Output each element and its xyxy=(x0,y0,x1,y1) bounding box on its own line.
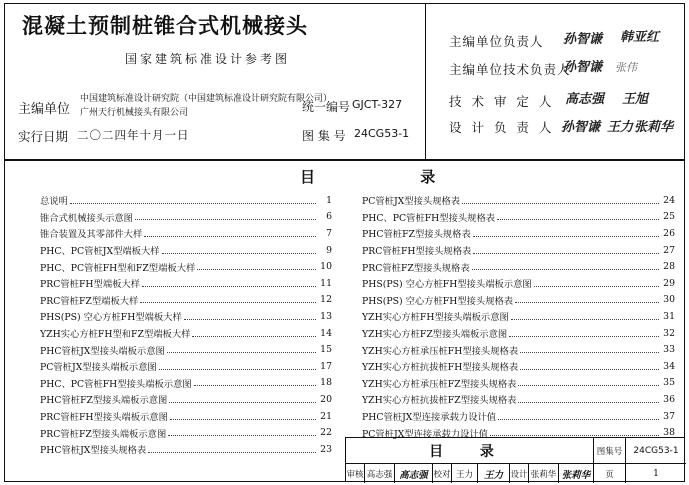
signature: 王旭 xyxy=(622,92,649,107)
toc-left-column xyxy=(40,192,332,458)
design-name: 张莉华 xyxy=(529,464,559,483)
signature: 孙智谦 xyxy=(561,120,601,135)
toc-leader-dots xyxy=(473,236,659,237)
toc-leader-dots xyxy=(518,385,659,386)
toc-leader-dots xyxy=(520,352,659,353)
toc-leader-dots xyxy=(170,419,316,420)
toc-entry-title: PHC、PC管桩JX型端板大样 xyxy=(40,246,160,258)
toc-leader-dots xyxy=(462,203,659,204)
toc-leader-dots xyxy=(473,253,659,254)
chief-unit-leader-label: 主编单位负责人 xyxy=(449,34,544,49)
toc-entry[interactable] xyxy=(362,209,675,226)
header-divider xyxy=(425,3,426,160)
toc-entry-title: YZH实心方桩抗拔桩FZ型接头规格表 xyxy=(362,395,517,407)
toc-entry-page: 25 xyxy=(663,211,675,223)
toc-entry-title: PRC管桩FH型接头端板示意图 xyxy=(40,412,168,424)
toc-entry[interactable] xyxy=(40,292,332,309)
toc-leader-dots xyxy=(184,319,316,320)
toc-entry-title: PC管桩JX型连接承载力设计值 xyxy=(362,428,488,440)
toc-entry[interactable] xyxy=(40,325,332,342)
toc-entry-title: PHC管桩JX型连接承载力设计值 xyxy=(362,412,497,424)
check-label: 校对 xyxy=(433,464,452,483)
toc-entry-title: PHS(PS) 空心方桩FH型接头规格表 xyxy=(362,295,514,307)
toc-leader-dots xyxy=(511,319,659,320)
toc-entry-page: 35 xyxy=(663,377,675,389)
toc-entry-page: 11 xyxy=(320,277,332,289)
toc-entry[interactable] xyxy=(362,292,675,309)
toc-leader-dots xyxy=(142,286,316,287)
toc-entry-title: YZH实心方桩承压桩FH型接头规格表 xyxy=(362,345,519,357)
toc-entry-title: PRC管桩FZ型端板大样 xyxy=(40,295,139,307)
toc-entry[interactable] xyxy=(40,358,332,375)
toc-entry-title: PHC管桩JX型接头规格表 xyxy=(40,445,147,457)
toc-entry-title: PHC、PC管桩FH型和FZ型端板大样 xyxy=(40,262,196,274)
toc-leader-dots xyxy=(534,286,659,287)
toc-entry-page: 15 xyxy=(320,344,332,356)
toc-entry-page: 9 xyxy=(326,244,332,256)
signature: 韩亚红 xyxy=(620,30,660,45)
toc-entry[interactable] xyxy=(362,192,675,209)
toc-entry-page: 38 xyxy=(663,427,675,439)
page-number: 1 xyxy=(652,468,660,479)
toc-entry-page: 31 xyxy=(663,310,675,322)
toc-entry[interactable] xyxy=(362,341,675,358)
toc-entry-title: PRC管桩FH型端板大样 xyxy=(40,279,141,291)
toc-leader-dots xyxy=(169,402,316,403)
signature: 王力 xyxy=(607,120,634,135)
toc-entry-title: YZH实心方桩FZ型接头端板示意图 xyxy=(362,329,508,341)
toc-leader-dots xyxy=(148,452,316,453)
toc-entry-page: 1 xyxy=(326,194,332,206)
atlas-no-label-cell: 图集号 xyxy=(594,438,626,464)
chief-tech-leader-label: 主编单位技术负责人 xyxy=(449,62,571,77)
signature: 高志强 xyxy=(565,92,605,107)
editor-unit-label: 主编单位 xyxy=(18,102,71,117)
toc-entry-title: YZH实心方桩FH型接头端板示意图 xyxy=(362,312,509,324)
atlas-no-cell: 24CG53-1 xyxy=(626,438,686,464)
toc-entry[interactable] xyxy=(362,275,675,292)
toc-leader-dots xyxy=(509,336,659,337)
toc-entry-title: PHS(PS) 空心方桩FH型端板大样 xyxy=(40,312,182,324)
review-label: 审核 xyxy=(346,464,365,483)
toc-entry-title: YZH实心方桩抗拔桩FH型接头规格表 xyxy=(362,362,519,374)
editor-unit-line1: 中国建筑标准设计研究院（中国建筑标准设计研究院有限公司） xyxy=(80,94,333,104)
toc-entry[interactable] xyxy=(40,391,332,408)
toc-entry-page: 33 xyxy=(663,344,675,356)
toc-leader-dots xyxy=(490,435,659,436)
toc-entry-title: PHC管桩FZ型接头端板示意图 xyxy=(40,395,168,407)
atlas-no-label: 图 集 号 xyxy=(302,129,346,143)
toc-entry-title: 总说明 xyxy=(40,196,68,208)
editor-unit-line2: 广州天行机械接头有限公司 xyxy=(80,108,189,118)
toc-entry-title: PRC管桩FZ型接头规格表 xyxy=(362,262,470,274)
toc-entry-page: 21 xyxy=(320,410,332,422)
toc-entry[interactable] xyxy=(40,242,332,259)
toc-entry[interactable] xyxy=(40,341,332,358)
atlas-no: 24CG53-1 xyxy=(354,127,410,140)
toc-leader-dots xyxy=(70,203,316,204)
toc-entry-page: 23 xyxy=(320,443,332,455)
atlas-title: 混凝土预制桩锥合式机械接头 xyxy=(22,14,308,38)
toc-entry-title: 锥合装置及其零部件大样 xyxy=(40,229,143,241)
check-signature: 王力 xyxy=(478,464,510,483)
toc-entry-page: 26 xyxy=(663,227,675,239)
toc-entry-page: 6 xyxy=(326,211,332,223)
toc-entry-title: PHC管桩FZ型接头规格表 xyxy=(362,229,471,241)
signature: 孙智谦 xyxy=(563,60,603,75)
unified-no-label: 统一编号 xyxy=(302,100,351,114)
toc-entry-page: 28 xyxy=(663,261,675,273)
toc-leader-dots xyxy=(140,302,316,303)
impl-date: 二〇二四年十月一日 xyxy=(77,128,190,142)
toc-leader-dots xyxy=(520,369,659,370)
signature: 张莉华 xyxy=(634,120,674,135)
toc-entry-title: YZH实心方桩承压桩FZ型接头规格表 xyxy=(362,378,517,390)
toc-entry[interactable] xyxy=(40,308,332,325)
toc-entry[interactable] xyxy=(40,441,332,458)
page-label: 页 xyxy=(594,464,626,483)
toc-entry[interactable] xyxy=(40,375,332,392)
toc-entry-page: 10 xyxy=(320,261,332,273)
toc-entry-page: 37 xyxy=(663,410,675,422)
toc-leader-dots xyxy=(192,336,316,337)
impl-date-label: 实行日期 xyxy=(18,129,69,144)
toc-entry-page: 29 xyxy=(663,277,675,289)
signature: 张伟 xyxy=(615,61,637,74)
design-signature: 张莉华 xyxy=(559,464,594,483)
toc-entry-title: PHC管桩JX型接头端板示意图 xyxy=(40,345,165,357)
toc-entry[interactable] xyxy=(362,242,675,259)
toc-entry[interactable] xyxy=(362,375,675,392)
toc-entry[interactable] xyxy=(362,391,675,408)
toc-entry-title: PRC管桩FZ型接头端板示意图 xyxy=(40,428,167,440)
design-label: 设计 xyxy=(510,464,529,483)
toc-entry[interactable] xyxy=(362,358,675,375)
toc-entry[interactable] xyxy=(40,209,332,226)
toc-entry-title: PC管桩JX型接头端板示意图 xyxy=(40,362,157,374)
design-leader-label: 设 计 负 责 人 xyxy=(449,120,555,135)
toc-entry-page: 20 xyxy=(320,393,332,405)
toc-leader-dots xyxy=(144,236,316,237)
toc-entry[interactable] xyxy=(40,275,332,292)
toc-title: 目 录 xyxy=(300,168,486,186)
toc-entry-page: 32 xyxy=(663,327,675,339)
toc-entry-page: 13 xyxy=(320,310,332,322)
title-block-name: 目 录 xyxy=(346,438,594,464)
check-name: 王力 xyxy=(452,464,478,483)
toc-entry-title: YZH实心方桩FH型和FZ型端板大样 xyxy=(40,329,191,341)
toc-entry[interactable] xyxy=(40,225,332,242)
atlas-subtitle: 国家建筑标准设计参考图 xyxy=(125,52,291,66)
toc-entry[interactable] xyxy=(362,225,675,242)
toc-entry-title: PC管桩JX型接头规格表 xyxy=(362,196,461,208)
toc-entry[interactable] xyxy=(40,258,332,275)
toc-leader-dots xyxy=(162,253,316,254)
unified-no: GJCT-327 xyxy=(352,98,403,111)
toc-entry[interactable] xyxy=(40,408,332,425)
toc-leader-dots xyxy=(515,302,659,303)
toc-entry-title: PHC、PC管桩FH型接头规格表 xyxy=(362,212,496,224)
toc-entry[interactable] xyxy=(40,424,332,441)
toc-entry-page: 7 xyxy=(326,227,332,239)
toc-entry-page: 34 xyxy=(663,360,675,372)
toc-entry-page: 12 xyxy=(320,294,332,306)
toc-entry[interactable] xyxy=(40,192,332,209)
toc-entry-page: 30 xyxy=(663,294,675,306)
toc-entry-page: 18 xyxy=(320,377,332,389)
toc-leader-dots xyxy=(472,269,659,270)
toc-entry[interactable] xyxy=(362,408,675,425)
toc-leader-dots xyxy=(168,435,316,436)
review-name: 高志强 xyxy=(365,464,395,483)
toc-leader-dots xyxy=(197,269,316,270)
toc-entry-page: 24 xyxy=(663,194,675,206)
toc-entry-page: 14 xyxy=(320,327,332,339)
tech-approver-label: 技 术 审 定 人 xyxy=(449,94,555,109)
toc-right-column xyxy=(362,192,675,441)
toc-entry-title: PHS(PS) 空心方桩FH型接头端板示意图 xyxy=(362,279,532,291)
toc-leader-dots xyxy=(159,369,316,370)
toc-entry[interactable] xyxy=(362,258,675,275)
toc-leader-dots xyxy=(497,219,659,220)
toc-leader-dots xyxy=(498,419,659,420)
header-bottom-rule xyxy=(4,159,685,161)
toc-entry-page: 36 xyxy=(663,393,675,405)
toc-entry-page: 22 xyxy=(320,427,332,439)
toc-leader-dots xyxy=(167,352,316,353)
toc-leader-dots xyxy=(194,385,316,386)
toc-entry-title: PRC管桩FH型接头规格表 xyxy=(362,246,472,258)
review-signature: 高志强 xyxy=(395,464,433,483)
toc-entry-page: 27 xyxy=(663,244,675,256)
toc-leader-dots xyxy=(518,402,659,403)
signature: 孙智谦 xyxy=(563,32,603,47)
toc-entry-title: 锥合式机械接头示意图 xyxy=(40,212,133,224)
toc-entry[interactable] xyxy=(362,325,675,342)
toc-entry-title: PHC、PC管桩FH型接头端板示意图 xyxy=(40,378,192,390)
toc-leader-dots xyxy=(135,219,316,220)
toc-entry-page: 17 xyxy=(320,360,332,372)
title-block xyxy=(345,437,685,482)
toc-entry[interactable] xyxy=(362,308,675,325)
